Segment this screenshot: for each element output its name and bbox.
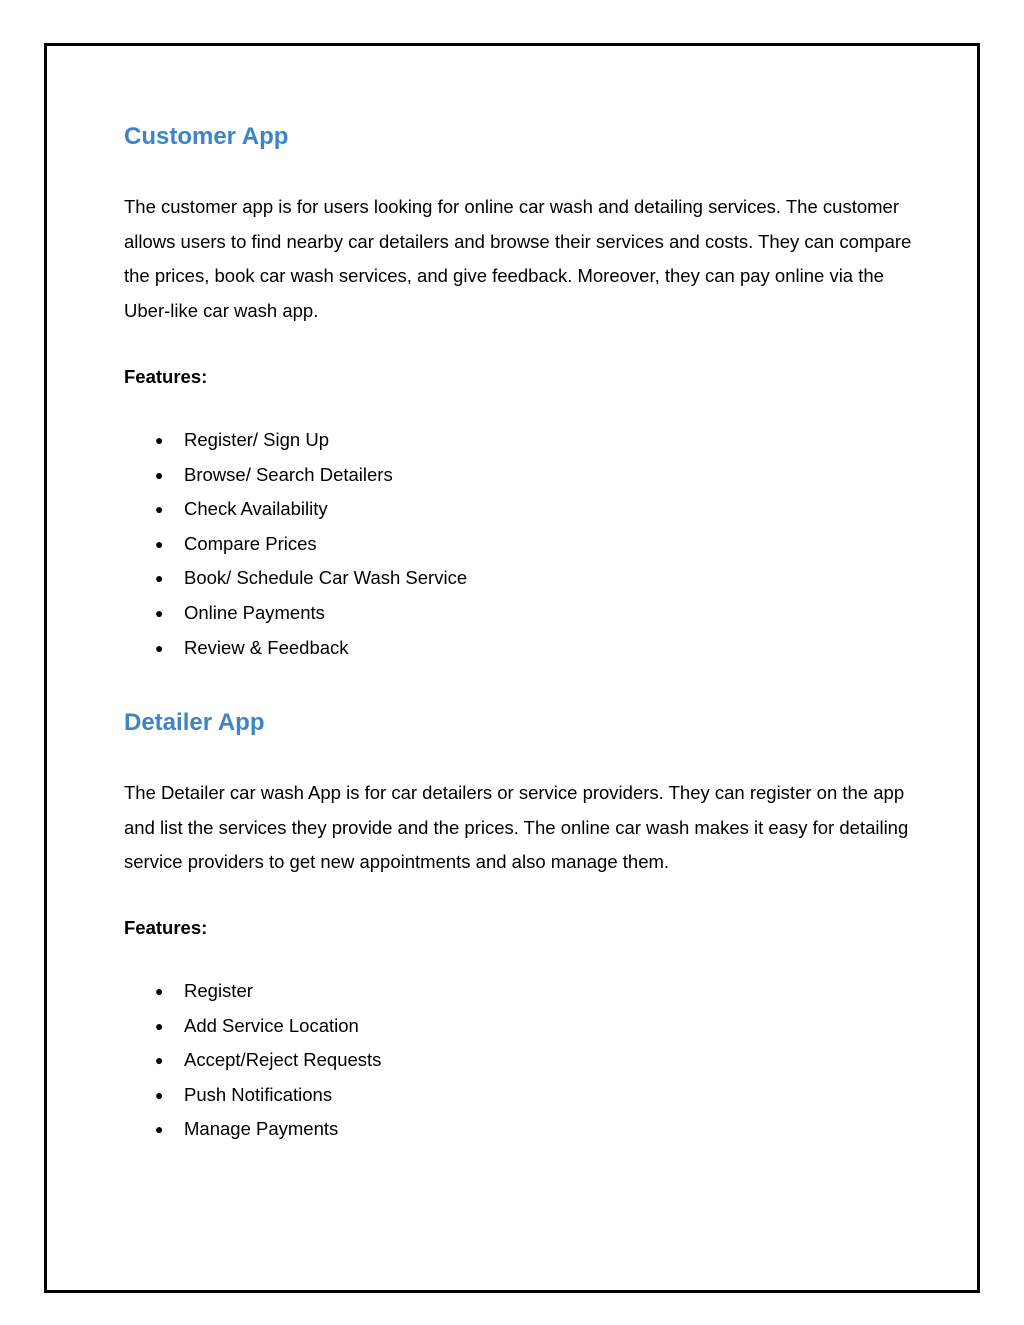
detailer-features-label: Features: xyxy=(124,917,208,938)
feature-text: Browse/ Search Detailers xyxy=(184,463,393,485)
feature-text: Manage Payments xyxy=(184,1118,339,1140)
customer-features-label: Features: xyxy=(124,366,208,387)
customer-app-description: The customer app is for users looking for online car wash and detailing services. The customer allows users to find nearby car detailers and browse their services and costs. They can compare the prices, book car wash services, and give feedback. Moreover, they can pay online via the Uber-like car wash app. xyxy=(124,196,912,321)
bullet-icon: ● xyxy=(155,432,164,448)
feature-text: Register/ Sign Up xyxy=(184,429,329,450)
feature-text: Compare Prices xyxy=(184,532,317,554)
bullet-icon: ● xyxy=(155,1121,164,1138)
bullet-icon: ● xyxy=(155,501,164,518)
bullet-icon: ● xyxy=(155,1086,164,1103)
feature-text: Push Notifications xyxy=(184,1083,333,1105)
feature-text: Book/ Schedule Car Wash Service xyxy=(184,567,468,589)
page-frame xyxy=(44,43,980,1293)
feature-text: Accept/Reject Requests xyxy=(184,1049,382,1071)
feature-text: Register xyxy=(184,980,253,1001)
bullet-icon: ● xyxy=(155,1052,164,1069)
feature-text: Add Service Location xyxy=(184,1014,359,1036)
bullet-icon: ● xyxy=(155,983,164,999)
customer-app-heading: Customer App xyxy=(124,123,289,150)
bullet-icon: ● xyxy=(155,535,164,552)
detailer-app-heading: Detailer App xyxy=(124,709,265,736)
bullet-icon: ● xyxy=(155,604,164,621)
bullet-icon: ● xyxy=(155,570,164,587)
bullet-icon: ● xyxy=(155,1017,164,1034)
bullet-icon: ● xyxy=(155,639,164,656)
bullet-icon: ● xyxy=(155,466,164,483)
feature-text: Review & Feedback xyxy=(184,636,349,658)
detailer-app-description: The Detailer car wash App is for car detailers or service providers. They can register on the app and list the services they provide and the prices. The online car wash makes it easy for detailing service providers to get new appointments and also manage them. xyxy=(124,782,909,872)
feature-text: Check Availability xyxy=(184,498,328,520)
feature-text: Online Payments xyxy=(184,601,325,623)
